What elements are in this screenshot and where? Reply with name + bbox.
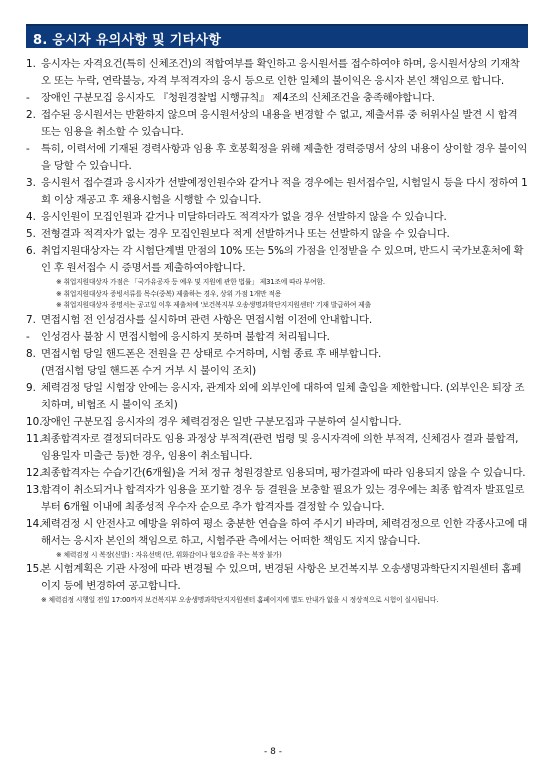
note: ※ 취업지원대상자 증빙서류를 목수(중복) 제출하는 경우, 상위 가점 1개만 적용 bbox=[56, 289, 282, 298]
note: ※ 취업지원대상자 가점은 「국가유공자 등 예우 및 지원에 관한 법률」 제31조에 따라 부여함. bbox=[56, 278, 325, 286]
list-item: 3. 응시원서 접수결과 응시자가 선발예정인원수와 같거나 적을 경우에는 원서접수일, 시험일시 등을 다시 정하여 1회 이상 재공고 후 채용시험을 시행할 수 있습니다. bbox=[26, 177, 528, 206]
list-item: 8. 면접시험 당일 핸드폰은 전원을 끈 상태로 수거하며, 시험 종료 후 배부합니다. bbox=[26, 347, 382, 360]
note: ※ 체력검정 시 복장(신발) : 자유선택 (단, 위화감이나 혐오감을 주는 복장 불가) bbox=[56, 550, 282, 559]
note: ※ 체력검정 시행일 전일 17:00까지 보건복지부 오송생명과학단지지원센터 홈페이지에 별도 안내가 없을 시 정상적으로 시험이 실시됩니다. bbox=[41, 596, 439, 604]
page-number: - 8 - bbox=[264, 747, 282, 757]
list-item: 4. 응시인원이 모집인원과 같거나 미달하더라도 적격자가 없을 경우 선발하지 않을 수 있습니다. bbox=[26, 211, 447, 223]
list-item: 15. 본 시험계획은 기관 사정에 따라 변경될 수 있으며, 변경된 사항은 보건복지부 오송생명과학단지지원센터 홈페이지 등에 변경하여 공고합니다. bbox=[26, 563, 522, 592]
list-item: 5. 전형결과 적격자가 없는 경우 모집인원보다 적게 선발하거나 또는 선발하지 않을 수 있습니다. bbox=[26, 228, 450, 240]
notice-list bbox=[26, 56, 528, 607]
list-item: 2. 접수된 응시원서는 반환하지 않으며 응시원서상의 내용을 변경할 수 없고, 제출서류 중 허위사실 발견 시 합격 또는 임용을 취소할 수 있습니다. bbox=[26, 109, 518, 138]
note: (면접시험 당일 핸드폰 수거 거부 시 불이익 조치) bbox=[41, 364, 256, 377]
list-item: 11. 최종합격자로 결정되더라도 임용 과정상 부적격(관련 법령 및 응시자격에 의한 부적격, 신체검사 결과 불합격, 임용일자 미출근 등)한 경우, 임용이 취소됩니다. bbox=[26, 432, 519, 462]
section-title: 8. 응시자 유의사항 및 기타사항 bbox=[33, 33, 222, 48]
list-item: 13. 합격이 취소되거나 합격자가 임용을 포기할 경우 등 결원을 보충할 필요가 있는 경우에는 최종 합격자 발표일로부터 6개월 이내에 최종성적 우수자 순으로 추가 합격자를 결정할 수 있습니다. bbox=[26, 483, 525, 513]
list-item: 12. 최종합격자는 수습기간(6개월)을 거쳐 정규 청원경찰로 임용되며, 평가결과에 따라 임용되지 않을 수 있습니다. bbox=[26, 466, 526, 479]
list-item: 7. 면접시험 전 인성검사를 실시하며 관련 사항은 면접시험 이전에 안내합니다. bbox=[26, 313, 372, 326]
list-subitem: - 장애인 구분모집 응시자도 『청원경찰법 시행규칙』 제4조의 신체조건을 충족해야합니다. bbox=[26, 92, 435, 104]
list-item: 14. 체력검정 시 안전사고 예방을 위하여 평소 충분한 연습을 하여 주시기 바라며, 체력검정으로 인한 각종사고에 대해서는 응시자 본인의 책임으로 하고, 시험주관 측에서는 어떠한 책임도 지지 않습니다. bbox=[26, 517, 528, 547]
note: ※ 취업지원대상자 증명서는 공고일 이후 제출처에 '보건복지부 오송생명과학단지지원센터' 기재 발급하여 제출 bbox=[56, 301, 371, 309]
section-header bbox=[26, 24, 528, 48]
list-item: 6. 취업지원대상자는 각 시험단계별 만점의 10% 또는 5%의 가점을 인정받을 수 있으며, 반드시 국가보훈처에 확인 후 원서접수 시 증명서를 제출하여야합니다. bbox=[26, 245, 524, 274]
list-subitem: - 인성검사 불참 시 면접시험에 응시하지 못하며 불합격 처리됩니다. bbox=[26, 330, 330, 343]
list-item: 1. 응시자는 자격요건(특히 신체조건)의 적합여부를 확인하고 응시원서를 접수하여야 하며, 응시원서상의 기재착오 또는 누락, 연락불능, 자격 부적격자의 응시 등으로 인한 일체의 불이익은 응시자 본인 책임으로 합니다. bbox=[26, 58, 520, 87]
list-item: 9. 체력검정 당일 시험장 안에는 응시자, 관계자 외에 외부인에 대하여 일체 출입을 제한합니다. (외부인은 퇴장 조치하며, 비협조 시 불이익 조치) bbox=[26, 381, 525, 411]
list-subitem: - 특히, 이력서에 기재된 경력사항과 임용 후 호봉획정을 위해 제출한 경력증명서 상의 내용이 상이할 경우 불이익을 당할 수 있습니다. bbox=[26, 143, 528, 172]
list-item: 10. 장애인 구분모집 응시자의 경우 체력검정은 일반 구분모집과 구분하여 실시합니다. bbox=[26, 415, 402, 428]
